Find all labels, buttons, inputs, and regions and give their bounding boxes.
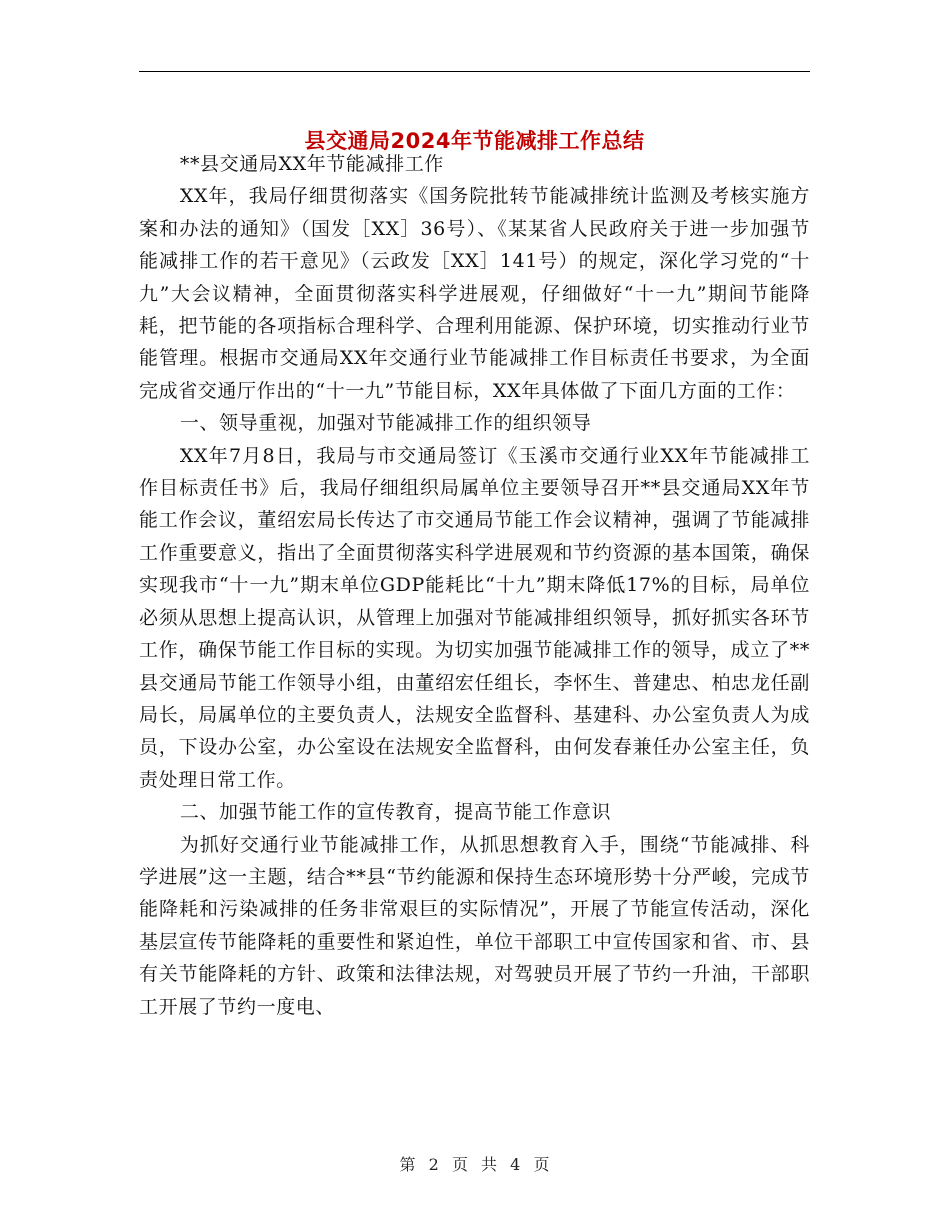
footer-suffix: 页 (533, 1155, 551, 1174)
document-body (139, 148, 810, 1023)
footer-total-word: 共 (481, 1155, 499, 1174)
footer-prefix: 第 (399, 1155, 417, 1174)
section-heading-1: 一、领导重视，加强对节能减排工作的组织领导 (179, 412, 592, 435)
paragraph-section-2: 为抓好交通行业节能减排工作，从抓思想教育入手，围绕“节能减排、科学进展”这一主题，结合**县“节约能源和保持生态环境形势十分严峻，完成节能降耗和污染减排的任务非常艰巨的实际情况”，开展了节能宣传活动，深化基层宣传节能降耗的重要性和紧迫性，单位干部职工中宣传国家和省、市、县有关节能降耗的方针、政策和法律法规，对驾驶员开展了节约一升油，干部职工开展了节约一度电、 (139, 833, 810, 1018)
header-rule (139, 71, 810, 72)
section-heading-2: 二、加强节能工作的宣传教育，提高节能工作意识 (179, 801, 612, 824)
paragraph-intro: XX年，我局仔细贯彻落实《国务院批转节能减排统计监测及考核实施方案和办法的通知》（国发［XX］36号）、《某某省人民政府关于进一步加强节能减排工作的若干意见》（云政发［XX］141号）的规定，深化学习党的“十九”大会议精神，全面贯彻落实科学进展观，仔细做好“十一九”期间节能降耗，把节能的各项指标合理科学、合理利用能源、保护环境，切实推动行业节能管理。根据市交通局XX年交通行业节能减排工作目标责任书要求，为全面完成省交通厅作出的“十一九”节能目标，XX年具体做了下面几方面的工作： (139, 185, 810, 402)
paragraph-section-1: XX年7月8日，我局与市交通局签订《玉溪市交通行业XX年节能减排工作目标责任书》后，我局仔细组织局属单位主要领导召开**县交通局XX年节能工作会议，董绍宏局长传达了市交通局节能工作会议精神，强调了节能减排工作重要意义，指出了全面贯彻落实科学进展观和节约资源的基本国策，确保实现我市“十一九”期末单位GDP能耗比“十九”期末降低17%的目标，局单位必须从思想上提高认识，从管理上加强对节能减排组织领导，抓好抓实各环节工作，确保节能工作目标的实现。为切实加强节能减排工作的领导，成立了**县交通局节能工作领导小组，由董绍宏任组长，李怀生、普建忠、柏忠龙任副局长，局属单位的主要负责人，法规安全监督科、基建科、办公室负责人为成员，下设办公室，办公室设在法规安全监督科，由何发春兼任办公室主任，负责处理日常工作。 (139, 444, 810, 791)
footer-current-page: 2 (428, 1155, 440, 1174)
document-title: 县交通局2024年节能减排工作总结 (304, 129, 645, 154)
paragraph-subtitle: **县交通局XX年节能减排工作 (179, 153, 444, 175)
footer-total-pages: 4 (510, 1155, 522, 1174)
page-footer (0, 1154, 950, 1176)
footer-page-word: 页 (451, 1155, 469, 1174)
